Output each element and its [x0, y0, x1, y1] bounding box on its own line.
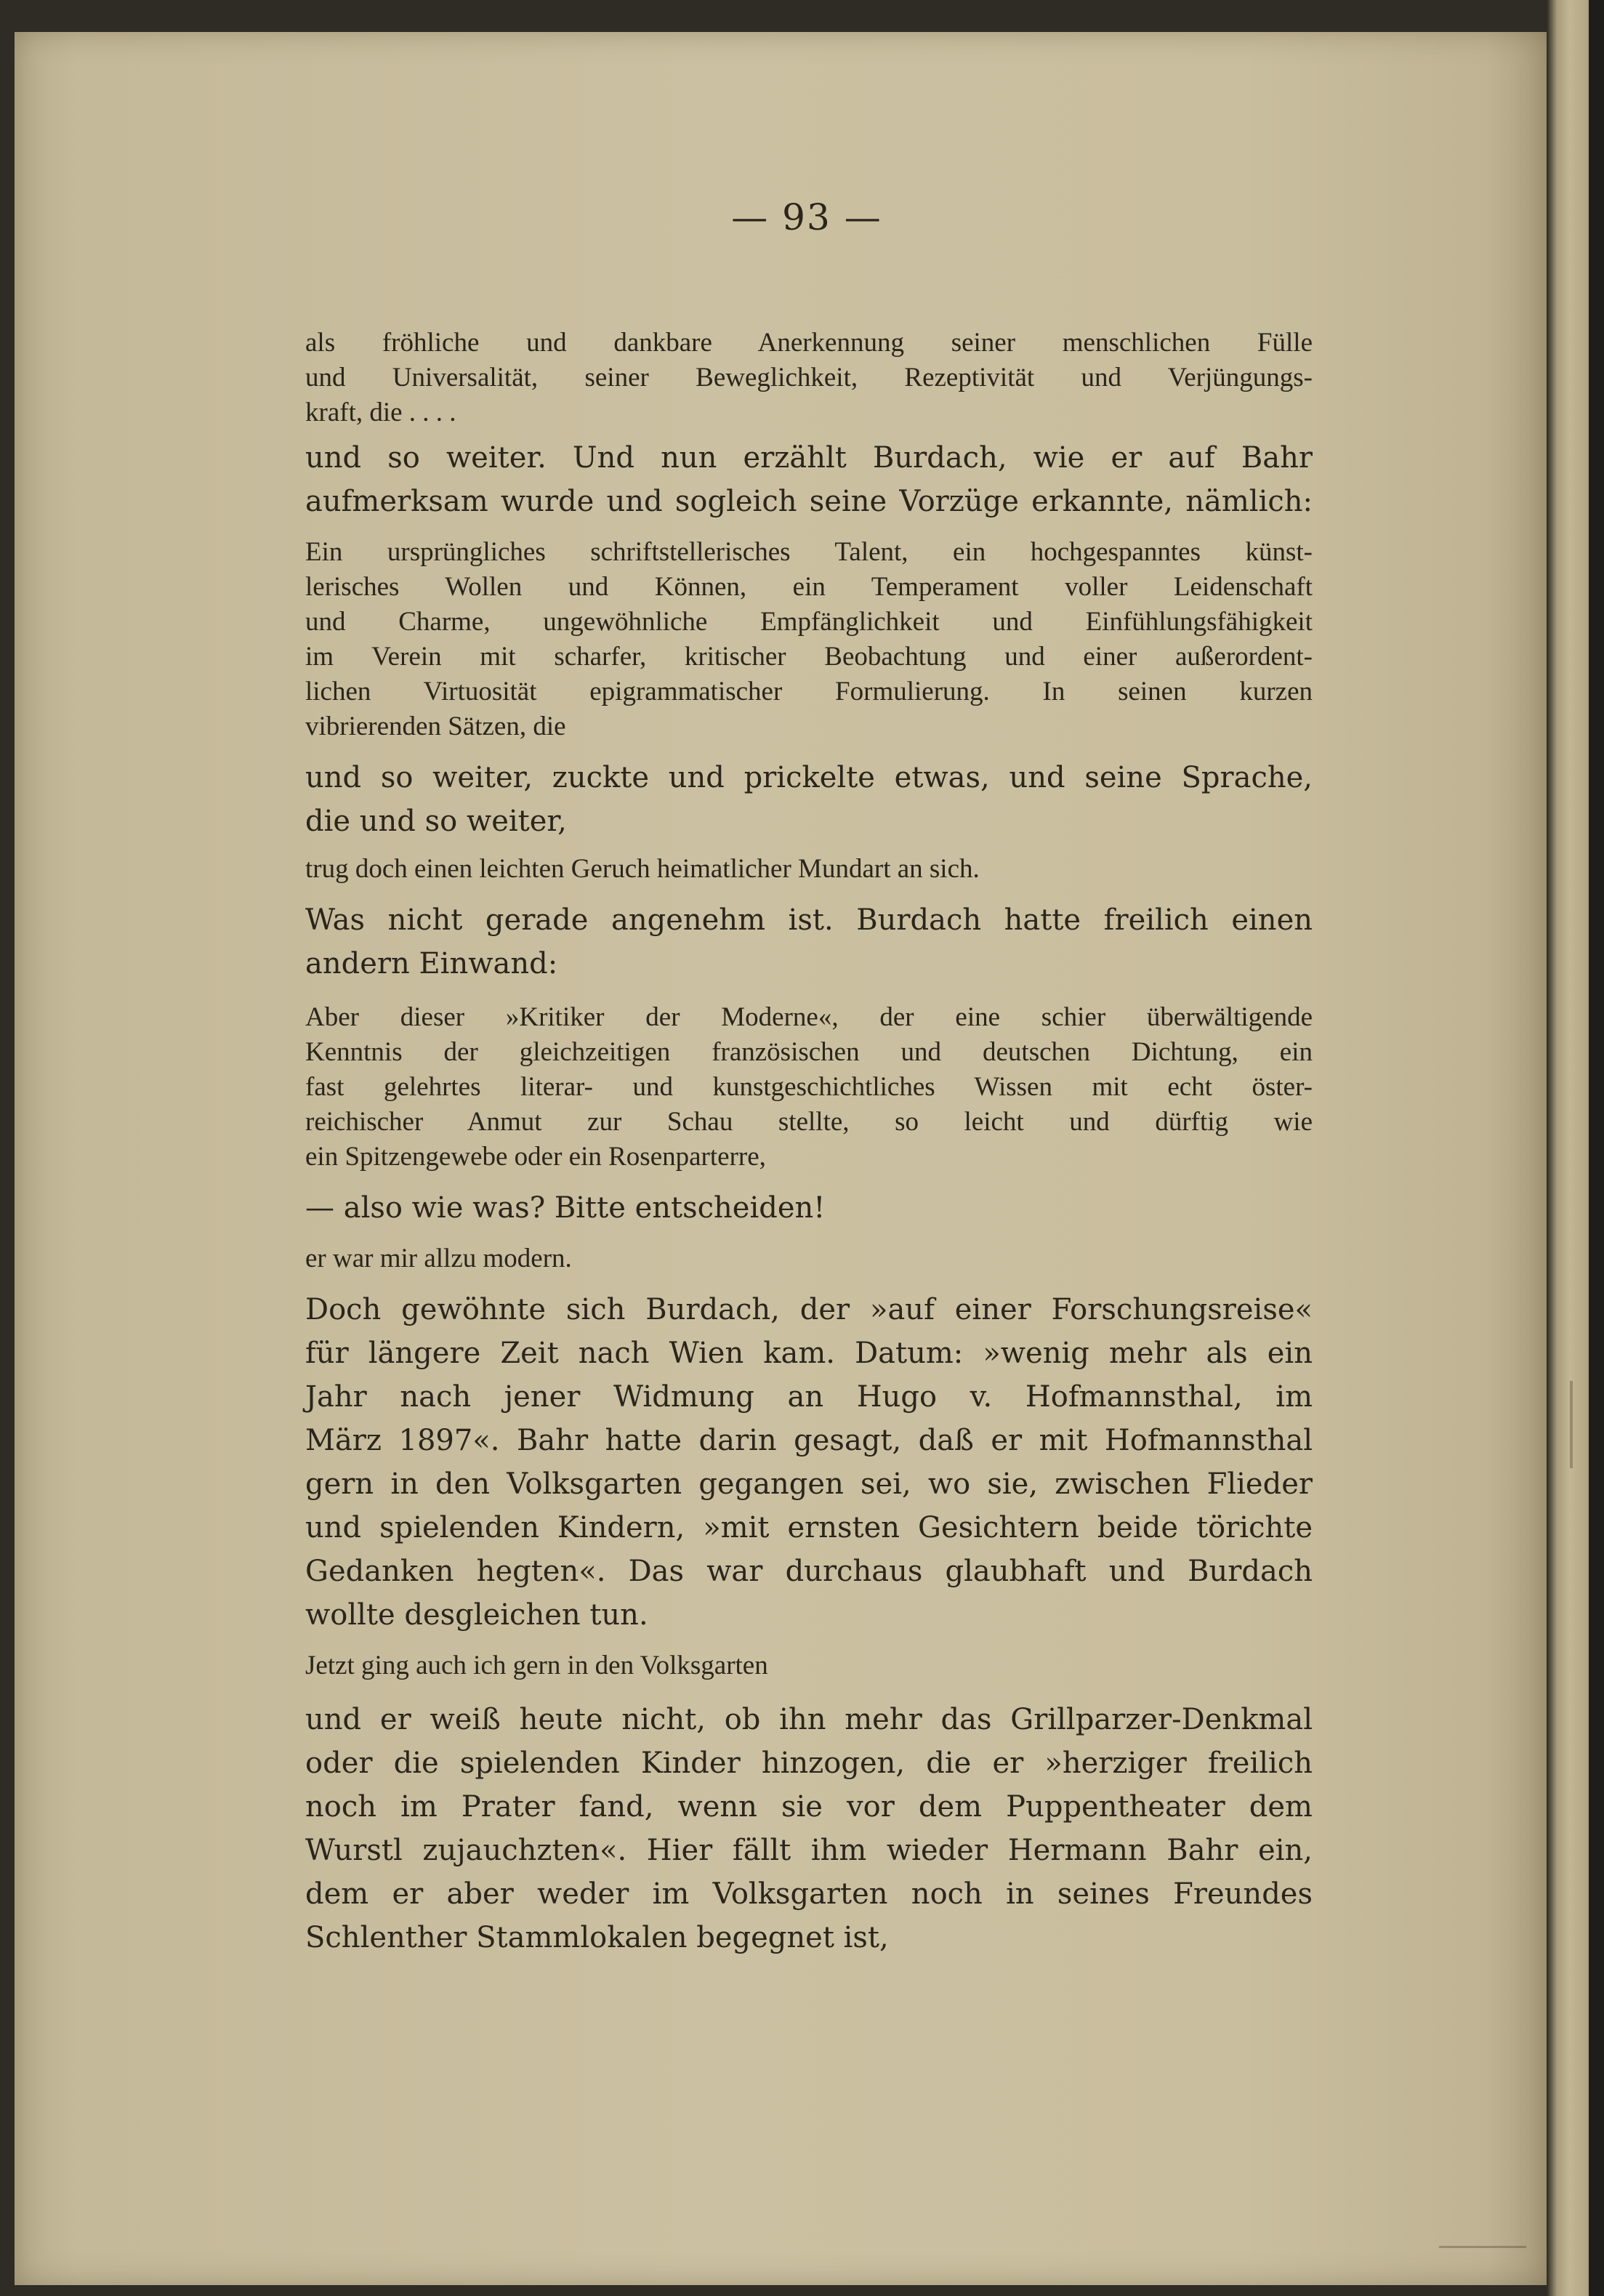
text-line: lichen Virtuosität epigrammatischer Formulierung. In seinen kurzen	[305, 677, 1313, 706]
body-paragraph	[305, 436, 1313, 523]
text-line: und so weiter, zuckte und prickelte etwas, und seine Sprache,	[305, 761, 1313, 794]
text-line: als fröhliche und dankbare Anerkennung seiner menschlichen Fülle	[305, 328, 1313, 358]
text-line: ein Spitzengewebe oder ein Rosenparterre,	[305, 1142, 766, 1172]
text-line: noch im Prater fand, wenn sie vor dem Puppentheater dem	[305, 1790, 1313, 1824]
quote-block	[305, 1241, 1313, 1276]
text-line: März 1897«. Bahr hatte darin gesagt, daß er mit Hofmannsthal	[305, 1424, 1313, 1457]
text-line: Wurstl zujauchzten«. Hier fällt ihm wieder Hermann Bahr ein,	[305, 1834, 1313, 1867]
text-line: gern in den Volksgarten gegangen sei, wo sie, zwischen Flieder	[305, 1467, 1313, 1501]
text-line: und Universalität, seiner Beweglichkeit, Rezeptivität und Verjüngungs-	[305, 363, 1313, 392]
body-paragraph	[305, 1698, 1313, 1959]
text-line: und er weiß heute nicht, ob ihn mehr das Grillparzer-Denkmal	[305, 1703, 1313, 1736]
bleed-mark	[1570, 1381, 1573, 1468]
page-number: — 93 —	[731, 196, 882, 238]
quote-block	[305, 852, 1313, 887]
text-line: lerisches Wollen und Können, ein Temperament voller Leidenschaft	[305, 572, 1313, 602]
text-line: — also wie was? Bitte entscheiden!	[305, 1191, 826, 1225]
text-line: im Verein mit scharfer, kritischer Beobachtung und einer außerordent-	[305, 642, 1313, 672]
text-line: er war mir allzu modern.	[305, 1244, 572, 1273]
body-paragraph	[305, 756, 1313, 843]
text-line: Jetzt ging auch ich gern in den Volksgarten	[305, 1651, 768, 1680]
text-line: reichischer Anmut zur Schau stellte, so leicht und dürftig wie	[305, 1107, 1313, 1137]
body-paragraph	[305, 1186, 1313, 1230]
text-line: wollte desgleichen tun.	[305, 1598, 648, 1632]
text-line: aufmerksam wurde und sogleich seine Vorzüge erkannte, nämlich:	[305, 485, 1313, 518]
bleed-mark	[1439, 2246, 1526, 2248]
text-line: Kenntnis der gleichzeitigen französischen und deutschen Dichtung, ein	[305, 1037, 1313, 1067]
text-line: andern Einwand:	[305, 947, 558, 980]
text-line: vibrierenden Sätzen, die	[305, 712, 566, 741]
text-line: Schlenther Stammlokalen begegnet ist,	[305, 1921, 889, 1954]
text-line: Ein ursprüngliches schriftstellerisches Talent, ein hochgespanntes künst-	[305, 537, 1313, 567]
quote-block	[305, 326, 1313, 430]
text-line: kraft, die . . . .	[305, 398, 456, 427]
text-line: Was nicht gerade angenehm ist. Burdach hatte freilich einen	[305, 903, 1313, 937]
text-line: und so weiter. Und nun erzählt Burdach, wie er auf Bahr	[305, 441, 1313, 475]
book-spine-edge	[1589, 0, 1604, 2296]
quote-block	[305, 1648, 1313, 1683]
text-line: oder die spielenden Kinder hinzogen, die er »herziger freilich	[305, 1747, 1313, 1780]
quote-block	[305, 535, 1313, 744]
text-line: die und so weiter,	[305, 805, 567, 838]
text-line: fast gelehrtes literar- und kunstgeschichtliches Wissen mit echt öster-	[305, 1072, 1313, 1102]
quote-block	[305, 1000, 1313, 1175]
text-line: und Charme, ungewöhnliche Empfänglichkeit und Einfühlungsfähigkeit	[305, 607, 1313, 637]
text-line: Jahr nach jener Widmung an Hugo v. Hofmannsthal, im	[305, 1380, 1313, 1414]
body-paragraph	[305, 1288, 1313, 1637]
text-line: dem er aber weder im Volksgarten noch in seines Freundes	[305, 1877, 1313, 1911]
body-paragraph	[305, 898, 1313, 986]
text-line: Doch gewöhnte sich Burdach, der »auf einer Forschungsreise«	[305, 1293, 1313, 1326]
text-line: Gedanken hegten«. Das war durchaus glaubhaft und Burdach	[305, 1555, 1313, 1588]
text-line: Aber dieser »Kritiker der Moderne«, der eine schier überwältigende	[305, 1002, 1313, 1032]
text-line: und spielenden Kindern, »mit ernsten Gesichtern beide törichte	[305, 1511, 1313, 1544]
text-line: für längere Zeit nach Wien kam. Datum: »wenig mehr als ein	[305, 1337, 1313, 1370]
text-line: trug doch einen leichten Geruch heimatlicher Mundart an sich.	[305, 854, 980, 884]
